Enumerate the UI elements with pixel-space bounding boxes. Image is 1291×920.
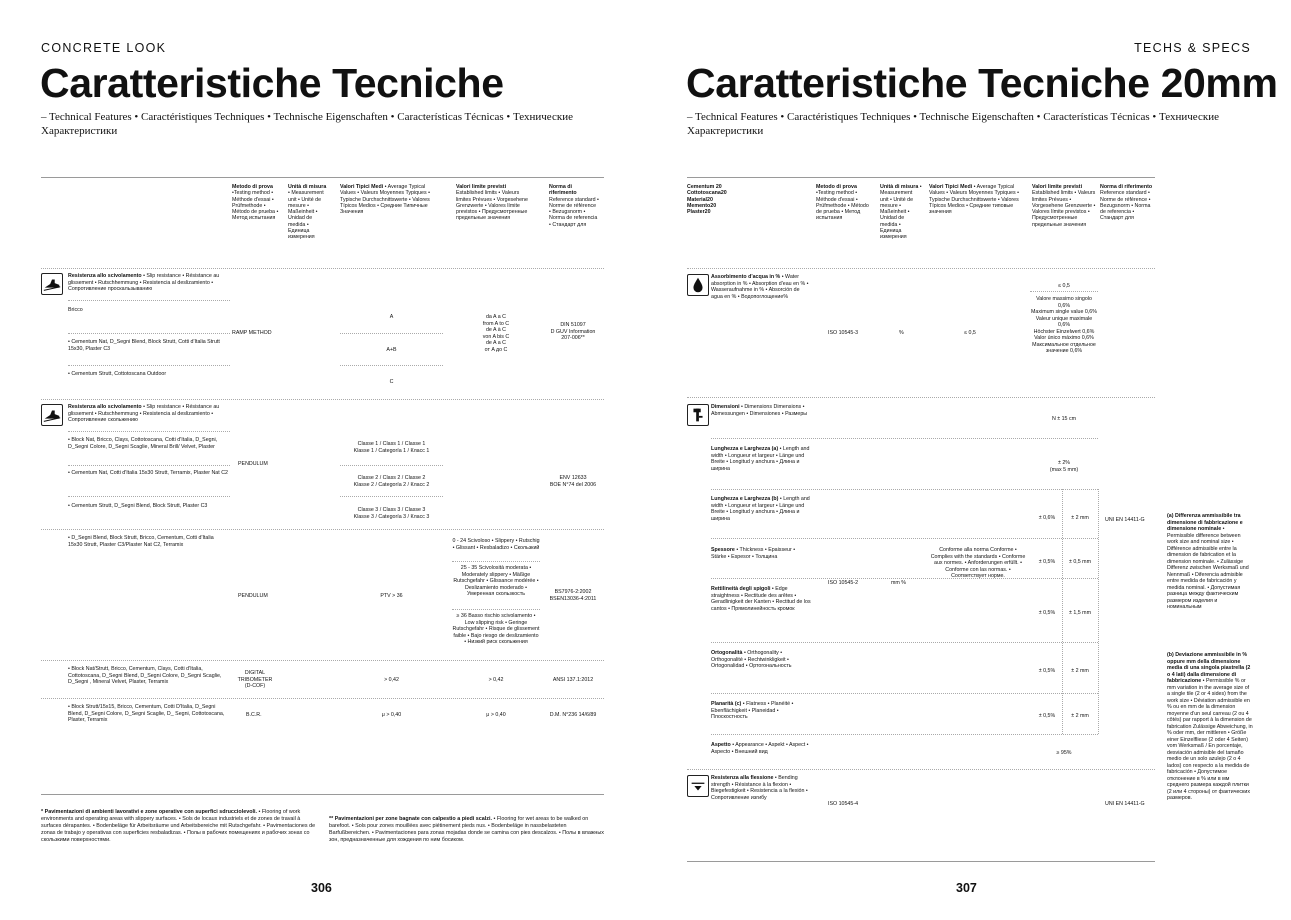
left-header-norm: Norma di riferimento Reference standard • Norme de référence • Bezugsnorm • Norma de referencia • Стандарт для	[549, 184, 599, 228]
divider	[1062, 489, 1063, 734]
thickness-title: Spessore • Thickness • Epaisseur • Stärke • Espesor • Толщина	[711, 547, 796, 560]
section5-norm: D.M. N°236 14/6/89	[549, 712, 597, 718]
divider	[41, 399, 604, 400]
absorption-limit-top: ≤ 0,5	[1058, 283, 1070, 289]
water-drop-icon	[687, 274, 709, 296]
section3-limit2: 25 - 35 Scivolosità moderata • Moderately slippery • Mäßige Rutschgefahr • Glissance modérée • Deslizamiento moderado • Умеренная скользкость	[453, 565, 539, 597]
left-page-title: Caratteristiche Tecniche	[40, 60, 504, 106]
section1-title: Resistenza allo scivolamento • Slip resistance • Résistance au glissement • Rutschhemmung • Resistencia al deslizamiento • Сопротивление проскальзыванию	[68, 273, 220, 292]
section4-row: • Block Nat/Strutt, Bricco, Cementum, Clays, Cotti d'Italia, Cottotoscana, D_Segni Blend, D_Segni Colore, D_Segni Scaglie, D_Segni , Mineral Velvet, Plaster, Terramix	[68, 666, 222, 685]
right-subtitle: – Technical Features • Caractéristiques Techniques • Technische Eigenschaften • Características Técnicas • Технические Характеристики	[687, 111, 1219, 137]
section1-value-ab: A+B	[386, 347, 397, 353]
right-kicker: TECHS & SPECS	[1134, 41, 1251, 55]
bending-title: Resistenza alla flessione • Bending strength • Résistance à la flexion • Biegefestigkeit • Resistencia a la flexión • Сопротивление изгибу	[711, 775, 808, 801]
left-page-number: 306	[311, 881, 332, 895]
divider	[711, 438, 1098, 439]
thickness-pct: ± 0,5%	[1038, 559, 1056, 565]
section5-limits: μ > 0,40	[486, 712, 506, 718]
section2-norm: ENV 12633 BOE N°74 del 2006	[549, 475, 597, 488]
divider	[687, 397, 1155, 398]
length-b-mm: ± 2 mm	[1071, 515, 1089, 521]
divider	[1098, 489, 1099, 734]
left-header-divider	[41, 268, 604, 269]
left-header-typical: Valori Tipici Medi • Average Typical Values • Valeurs Moyennes Typiques • Typische Durchschnittswerte • Valores Típicos Medios • Средние Типичные Значения	[340, 184, 430, 216]
absorption-unit: %	[899, 330, 904, 336]
left-header-limits: Valori limite previsti Established limits • Valeurs limites Prévues • Vorgesehene Grenzwerte • Valores límite previstos • Предусмотренные предельные значения	[456, 184, 528, 222]
section5-method: B.C.R.	[246, 712, 262, 718]
dimensions-value: N ± 15 cm	[1051, 416, 1077, 422]
absorption-typical: ≤ 0,5	[964, 330, 976, 336]
divider	[711, 538, 1098, 539]
section1-norm: DIN 51097 D GUV Information 207-006**	[550, 322, 596, 341]
caliper-icon	[687, 404, 709, 426]
divider	[68, 496, 230, 497]
divider	[340, 333, 443, 334]
divider	[687, 769, 1155, 770]
section2-class1: Classe 1 / Class 1 / Classe 1 Klasse 1 / Categoría 1 / Класс 1	[353, 441, 430, 454]
divider	[68, 431, 230, 432]
left-kicker: CONCRETE LOOK	[41, 41, 167, 55]
section1-row-bricco: Bricco	[68, 307, 83, 313]
section1-row-cementum: • Cementum Nat, D_Segni Blend, Block Strutt, Cotti d'Italia Strutt 15x30, Plaster C3	[68, 339, 220, 352]
appearance-title: Aspetto • Appearance • Aspekt • Aspect • Aspecto • Внешний вид	[711, 742, 809, 755]
section3-typical: PTV > 36	[380, 593, 403, 599]
section3-norm: BS7976-2:2002 BSEN13036-4:2011	[549, 589, 597, 602]
divider	[68, 465, 230, 466]
slip-shoe-icon	[41, 273, 63, 295]
divider	[711, 578, 1098, 579]
divider	[68, 333, 230, 334]
section2-row3: • Cementum Strutt, D_Segni Blend, Block Strutt, Plaster C3	[68, 503, 208, 509]
divider	[41, 529, 604, 530]
section1-value-c: C	[389, 379, 394, 385]
divider	[1030, 291, 1098, 292]
left-footnote-2: ** Pavimentazioni per zone bagnate con calpestio a piedi scalzi. • Flooring for wet areas to be walked on barefoot. • Sols pour zones mouillées avec piétinement pieds nus. • Bodenbeläge in nassbelasteten Barfußbereichen. • Pavimentaciones para zonas mojadas donde se camina con pies descalzos. • Полы в влажных зон, предназначенные для хождения по ним босиком.	[329, 816, 604, 843]
left-table-top-rule	[41, 177, 604, 178]
bending-method: ISO 10545-4	[828, 801, 859, 807]
left-header-method: Metodo di prova •Testing method • Méthode d'essai • Prüfmethode • Método de prueba • Метод испытания	[232, 184, 279, 222]
absorption-method: ISO 10545-3	[828, 330, 859, 336]
divider	[452, 561, 540, 562]
section1-method: RAMP METHOD	[232, 330, 272, 336]
divider	[452, 609, 540, 610]
thickness-mm: ± 0,5 mm	[1068, 559, 1092, 565]
divider	[41, 698, 604, 699]
right-header-limits: Valori limite previsti Established limits • Valeurs limites Prévues • Vorgesehene Grenzwerte • Valores límite previstos • Предусмотренные предельные значения	[1032, 184, 1096, 228]
dimensions-group-method: ISO 10545-2	[828, 580, 859, 586]
straightness-mm: ± 1,5 mm	[1068, 610, 1092, 616]
right-header-typical: Valori Tipici Medi • Average Typical Values • Valeurs Moyennes Typiques • Typische Durchschnittswerte • Valores Típicos Medios • Средние типовые значения	[929, 184, 1019, 216]
right-table-bottom-rule	[687, 861, 1155, 862]
left-subtitle: – Technical Features • Caractéristiques Techniques • Technische Eigenschaften • Características Técnicas • Технические Характеристики	[41, 111, 573, 137]
absorption-limits: Valore massimo singolo 0,6% Maximum single value 0,6% Valeur unique maximale 0,6% Höchster Einzelwert 0,6% Valor único máximo 0,6% Максимальное отдельное значение 0,6%	[1031, 296, 1097, 354]
section2-row1: • Block Nat, Bricco, Clays, Cottotoscana, Cotti d'Italia, D_Segni, D_Segni Colore, D_Segni Scaglie, Mineral Brill/ Velvet, Plaster	[68, 437, 218, 450]
side-note-a: (a) Differenza ammissibile tra dimensione di fabbricazione e dimensione nominale • Permissible difference between work size and nominal size • Différence admissible entre la dimension de fabrication et la dimension nominale. • Zulässige Differenz zwischen Werksmaß und Nennmaß • Diferencia admisible entre medida de fabricación y medida nominal. • Допустимая разница между фактическим размером изделия и номинальным	[1167, 513, 1249, 610]
left-header-unit: Unità di misura • Measurement unit • Unité de mesure • Maßeinheit • Unidad de medida • Единица измерения	[288, 184, 327, 241]
section5-typical: μ > 0,40	[381, 712, 402, 718]
left-footnote-1: * Pavimentazioni di ambienti lavorativi e zone operative con superfici sdrucciolevoli. • Flooring of work environments and operating areas with slippery surfaces. • Sols de locaux industriels et de zones de travail à surfaces dérapantes. • Bodenbeläge für Arbeitsräume und Arbeitsbereiche mit Rutschgefahr. • Pavimentaciones de zonas de trabajo y operativas con superficies resbaladizas. • Полы в рабочих помещениях и рабочих зонах со скользкими поверхностями.	[41, 809, 316, 843]
slip-shoe-icon	[41, 404, 63, 426]
section3-limit1: 0 - 24 Scivoloso • Slippery • Rutschig • Glissant • Resbaladizo • Скользкий	[452, 538, 540, 551]
length-b-pct: ± 0,6%	[1038, 515, 1056, 521]
appearance-value: ≥ 95%	[1056, 750, 1072, 756]
divider	[41, 660, 604, 661]
section2-row2: • Cementum Nat, Cotti d'Italia 15x30 Strutt, Terramix, Plaster Nat C2	[68, 470, 228, 476]
divider	[68, 365, 230, 366]
right-header-divider	[687, 268, 1155, 269]
divider	[711, 734, 1098, 735]
divider	[340, 496, 443, 497]
section4-limits: > 0,42	[488, 677, 504, 683]
length-b-title: Lunghezza e Larghezza (b) • Length and width • Longueur et largeur • Länge und Breite • Longitud y anchura • Длина и ширина	[711, 496, 810, 522]
length-a-title: Lunghezza e Larghezza (a) • Length and width • Longueur et largeur • Länge und Breite • Longitud y anchura • Длина и ширина	[711, 446, 810, 472]
divider	[340, 365, 443, 366]
bending-norm: UNI EN 14411-G	[1105, 801, 1145, 807]
divider	[340, 465, 443, 466]
straightness-title: Rettilineità degli spigoli • Edge straightness • Rectitude des arêtes • Geradlinigkeit der Kanten • Rectitud de los cantos • Прямолинейность кромок	[711, 586, 811, 612]
section2-method: PENDULUM	[238, 461, 268, 467]
right-page-number: 307	[956, 881, 977, 895]
dimensions-group-typical: Conforme alla norma Conforme • Complies with the standards • Conforme aux normes. • Anforderungen erfüllt. • Conforme con las normas. • Соответствует норме.	[930, 547, 1026, 579]
orthogonality-pct: ± 0,5%	[1038, 668, 1056, 674]
right-page-title: Caratteristiche Tecniche 20mm	[686, 60, 1278, 106]
right-header-norm: Norma di riferimento Reference standard • Norme de référence • Bezugsnorm • Norma de referencia • Стандарт для	[1100, 184, 1153, 222]
orthogonality-title: Ortogonalità • Orthogonality • Orthogonalité • Rechtwinkligkeit • Ortogonalidad • Ортогональность	[711, 650, 792, 669]
section2-title: Resistenza allo scivolamento • Slip resistance • Résistance au glissement • Rutschhemmung • Resistencia al deslizamiento • Сопротивление скольжению	[68, 404, 220, 423]
divider	[711, 642, 1098, 643]
left-table-bottom-rule	[41, 794, 604, 795]
divider	[711, 489, 1098, 490]
section1-limits: da A a C from A to C de A à C von A bis C de A a C от A до C	[482, 314, 510, 353]
section2-class2: Classe 2 / Class 2 / Classe 2 Klasse 2 / Categoría 2 / Класс 2	[353, 475, 430, 488]
section2-class3: Classe 3 / Class 3 / Classe 3 Klasse 3 / Categoría 3 / Класс 3	[353, 507, 430, 520]
right-header-unit: Unità di misura • Measurement unit • Unité de mesure • Maßeinheit • Unidad de medida • Единица измерения	[880, 184, 922, 241]
planarity-mm: ± 2 mm	[1071, 713, 1089, 719]
side-note-b: (b) Deviazione ammissibile in % oppure mm della dimensione media di una singola piastrella (2 o 4 lati) dalla dimensione di fabbricazione • Permissible % or mm variation in the average size of a single tile (2 or 4 sides) from the work size • Déviation admissible en % ou en mm de la dimension moyenne d'un seul carreau (2 ou 4 côtés) par rapport à la dimension de fabrication Zulässige Abweichung, in % oder mm, der mittleren • Größe einer Einzelfliese (2 oder 4 Seiten) vom Werksmaß / En porcentaje, desviación admisible del tamaño medio de un solo azulejo (2 o 4 lados) con respecto a la medida de fabricación • Допустимое отклонение в % или в мм среднего размера каждой плитки (2 или 4 стороны) от фактических размеров.	[1167, 652, 1253, 801]
right-table-top-rule	[687, 177, 1155, 178]
bending-arrow-icon	[687, 775, 709, 797]
dimensions-title: Dimensioni • Dimensions Dimensions • Abmessungen • Dimensiones • Размеры	[711, 404, 808, 417]
length-b-norm: UNI EN 14411-G	[1105, 517, 1145, 523]
orthogonality-mm: ± 2 mm	[1071, 668, 1089, 674]
section1-row-outdoor: • Cementum Strutt, Cottotoscana Outdoor	[68, 371, 167, 377]
section3-limit3: ≥ 36 Basso rischio scivolamento • Low slipping risk • Geringe Rutschgefahr • Risque de glissement faible • Bajo riesgo de deslizamiento • Низкий риск скольжения	[452, 613, 540, 645]
section1-value-a: A	[389, 314, 394, 320]
divider	[711, 693, 1098, 694]
section4-method: DIGITAL TRIBOMETER (D-COF)	[237, 670, 273, 689]
straightness-pct: ± 0,5%	[1038, 610, 1056, 616]
dimensions-group-unit: mm %	[891, 580, 907, 586]
section3-row: • D_Segni Blend, Block Strutt, Bricco, Cementum, Cotti d'Italia 15x30 Strutt, Plaster C3/Plaster Nat C2, Terramix	[68, 535, 214, 548]
planarity-pct: ± 0,5%	[1038, 713, 1056, 719]
right-header-method: Metodo di prova •Testing method • Méthode d'essai • Prüfmethode • Método de prueba • Метод испытания	[816, 184, 869, 222]
section3-method: PENDULUM	[238, 593, 268, 599]
section4-norm: ANSI 137.1:2012	[552, 677, 594, 683]
section4-typical: > 0,42	[384, 677, 399, 683]
section5-row: • Block Strutt/15x15, Bricco, Cementum, Cotti D'Italia, D_Segni Blend, D_Segni Colore, D_Segni Scaglie, D_ Segni, Cottotoscana, Plaster, Terramix	[68, 704, 225, 723]
divider	[68, 300, 230, 301]
planarity-title: Planarità (c) • Flatness • Planéité • Ebenflächigkeit • Planeidad • Плоскостность	[711, 701, 794, 720]
length-a-value: ± 2% (max 5 mm)	[1049, 460, 1079, 473]
absorption-title: Assorbimento d'acqua in % • Water absorption in % • Absorption d'eau en % • Wasseraufnahme in % • Absorción de agua en % • Водопоглощение%	[711, 274, 809, 300]
right-header-products: Cementum 20 Cottotoscana20 Material20 Memento20 Plaster20	[687, 184, 727, 216]
